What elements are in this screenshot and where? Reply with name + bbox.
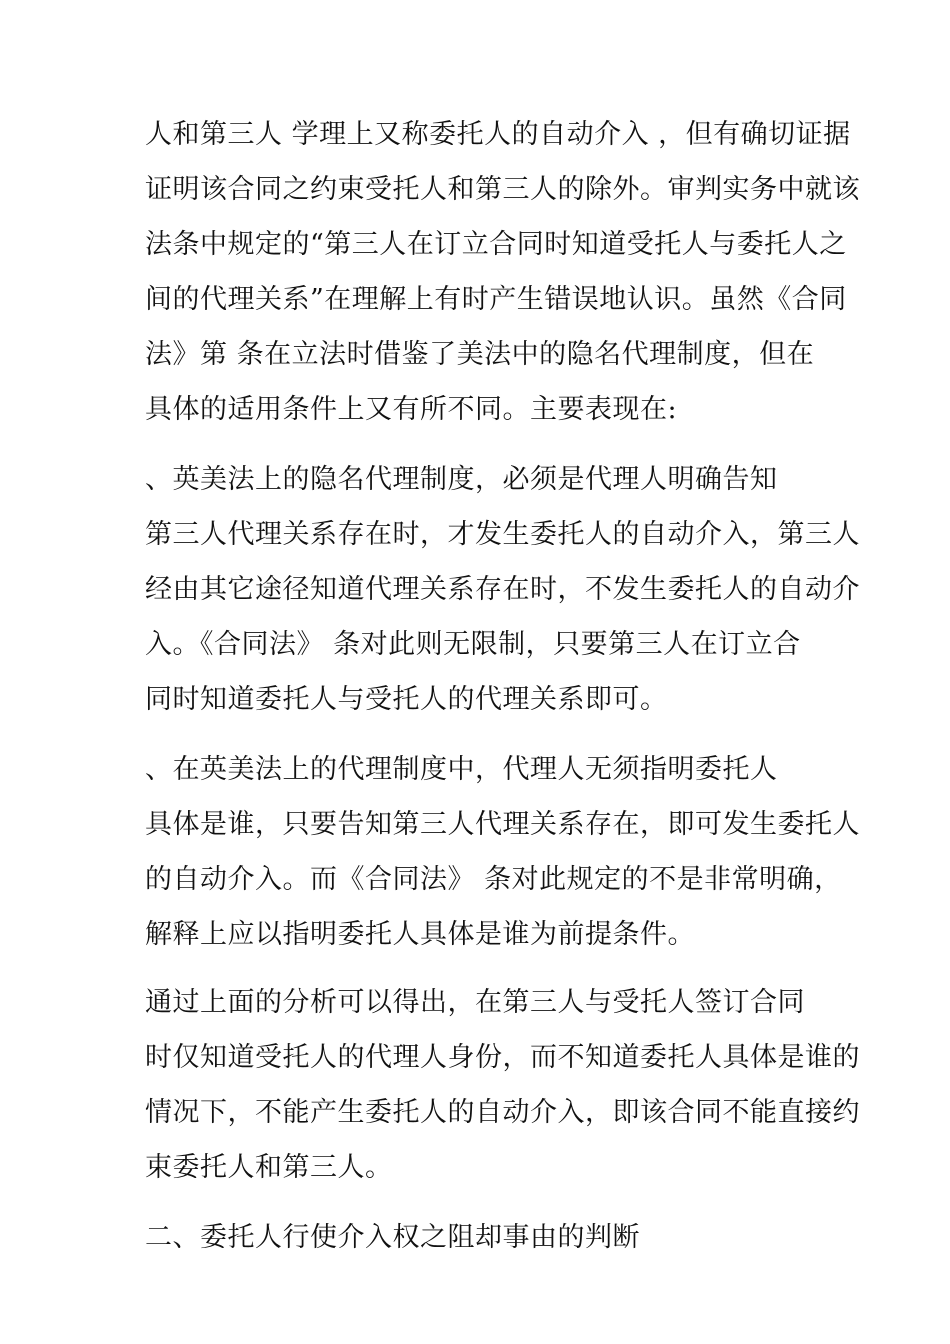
text-line: 具体的适用条件上又有所不同。主要表现在: bbox=[145, 394, 678, 425]
text-line: 时仅知道受托人的代理人身份，而不知道委托人具体是谁的 bbox=[145, 1042, 860, 1073]
text-line: 、在英美法上的代理制度中，代理人无须指明委托人 bbox=[145, 754, 778, 785]
text-line: 第三人代理关系存在时，才发生委托人的自动介入，第三人 bbox=[145, 519, 860, 550]
text-line: 、英美法上的隐名代理制度，必须是代理人明确告知 bbox=[145, 464, 778, 495]
section-heading: 二、委托人行使介入权之阻却事由的判断 bbox=[145, 1222, 640, 1253]
text-line: 束委托人和第三人。 bbox=[145, 1152, 393, 1183]
text-line: 情况下，不能产生委托人的自动介入，即该合同不能直接约 bbox=[145, 1097, 860, 1128]
text-line: 同时知道委托人与受托人的代理关系即可。 bbox=[145, 684, 668, 715]
text-line: 证明该合同之约束受托人和第三人的除外。审判实务中就该 bbox=[145, 174, 860, 205]
text-line: 入。《合同法》 条对此则无限制，只要第三人在订立合 bbox=[145, 629, 801, 660]
text-line: 具体是谁，只要告知第三人代理关系存在，即可发生委托人 bbox=[145, 809, 860, 840]
text-line: 间的代理关系”在理解上有时产生错误地认识。虽然《合同 bbox=[145, 284, 847, 315]
text-line: 解释上应以指明委托人具体是谁为前提条件。 bbox=[145, 919, 695, 950]
text-line: 经由其它途径知道代理关系存在时，不发生委托人的自动介 bbox=[145, 574, 860, 605]
text-line: 人和第三人 学理上又称委托人的自动介入 ，但有确切证据 bbox=[145, 119, 851, 150]
text-line: 的自动介入。而《合同法》 条对此规定的不是非常明确， bbox=[145, 864, 842, 895]
text-line: 法条中规定的“第三人在订立合同时知道受托人与委托人之 bbox=[145, 229, 847, 260]
text-line: 法》第 条在立法时借鉴了美法中的隐名代理制度，但在 bbox=[145, 339, 815, 370]
text-line: 通过上面的分析可以得出，在第三人与受托人签订合同 bbox=[145, 987, 805, 1018]
